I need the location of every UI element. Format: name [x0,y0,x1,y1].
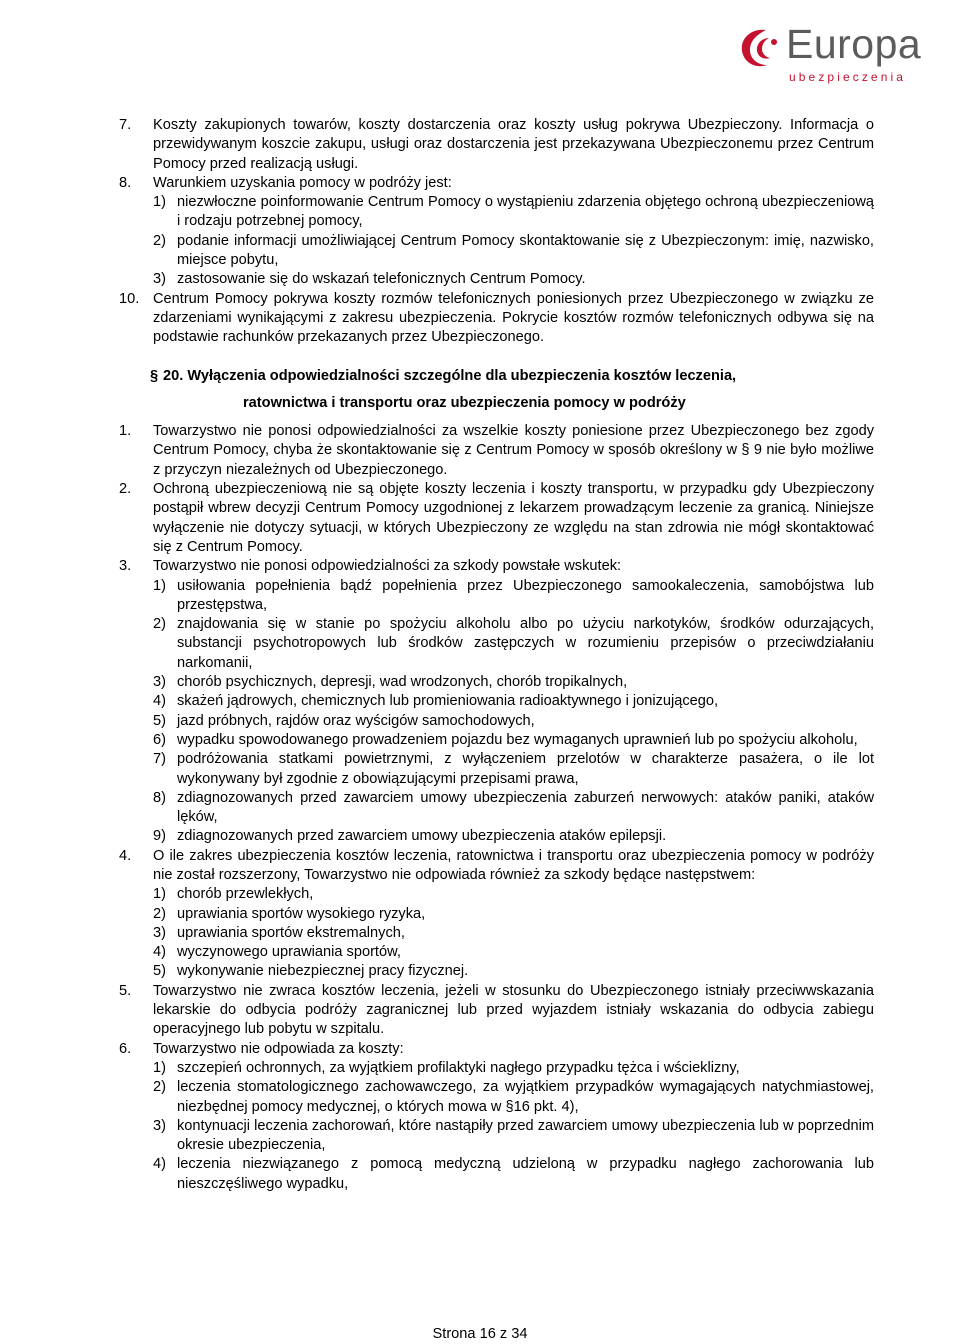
item-text: Centrum Pomocy pokrywa koszty rozmów telefonicznych poniesionych przez Ubezpieczonego w związku ze zdarzeniami wynikającymi z zakresu ubezpieczenia. Pokrycie kosztów rozmów telefonicznych odbywa się na podstawie rachunków przekazanych przez Ubezpieczonego. [153,290,874,346]
sub-item [153,615,874,673]
sub-item-number: 2) [153,232,166,249]
sub-item-number: 3) [153,924,166,941]
numbered-item [0,1040,874,1194]
item-number: 6. [119,1040,132,1057]
item-number: 1. [119,423,132,440]
sub-item [153,750,874,789]
sub-item-number: 5) [153,963,166,980]
item-text: Towarzystwo nie ponosi odpowiedzialności za szkody powstałe wskutek: [153,558,622,575]
section-20-items [0,422,960,1194]
sub-item-text: wykonywanie niebezpiecznej pracy fizycznej. [177,963,469,980]
sub-item-number: 4) [153,1156,166,1173]
sub-item [153,692,874,711]
section-heading-line1: § 20. Wyłączenia odpowiedzialności szczególne dla ubezpieczenia kosztów leczenia, [0,367,960,386]
numbered-item [0,480,874,557]
item-text: Towarzystwo nie zwraca kosztów leczenia, jeżeli w stosunku do Ubezpieczonego istniały przeciwwskazania lekarskie do odbycia podróży zagranicznej lub przed wyjazdem istniały wskazania do odbycia zabiegu operacyjnego lub pobytu w szpitalu. [153,982,874,1038]
sub-item-text: zastosowanie się do wskazań telefonicznych Centrum Pomocy. [177,271,586,288]
europa-logo [736,21,950,86]
sub-item-number: 3) [153,1117,166,1134]
sub-item [153,885,874,904]
sub-item-text: wypadku spowodowanego prowadzeniem pojazdu bez wymaganych uprawnień lub po spożyciu alkoholu, [177,731,858,748]
sub-item-text: leczenia niezwiązanego z pomocą medyczną udzieloną w przypadku nagłego zachorowania lub nieszczęśliwego wypadku, [177,1156,874,1192]
page-footer: Strona 16 z 34 [432,1326,528,1342]
sub-item-number: 8) [153,789,166,806]
sub-item [153,943,874,962]
item-text: O ile zakres ubezpieczenia kosztów leczenia, ratownictwa i transportu oraz ubezpieczenia pomocy w podróży nie został rozszerzony, Towarzystwo nie odpowiada również za szkody będące następstwem: [153,847,874,883]
item-text: Towarzystwo nie odpowiada za koszty: [153,1040,404,1057]
sub-item [153,1117,874,1156]
sub-item-number: 1) [153,1059,166,1076]
sub-item-text: niezwłoczne poinformowanie Centrum Pomocy o wystąpieniu zdarzenia objętego ochroną ubezpieczeniową i rodzaju potrzebnej pomocy, [177,194,874,230]
sub-item-number: 4) [153,693,166,710]
item-text: Towarzystwo nie ponosi odpowiedzialności za wszelkie koszty poniesione przez Ubezpieczonego bez zgody Centrum Pomocy, chyba że skontaktowanie się z Centrum Pomocy w sposób określony w § 9 nie było możliwe z przyczyn niezależnych od Ubezpieczonego. [153,423,874,478]
sub-item [153,789,874,828]
item-number: 8. [119,174,132,191]
sub-item-text: jazd próbnych, rajdów oraz wyścigów samochodowych, [177,712,535,729]
sub-item-number: 3) [153,271,166,288]
sub-item [153,905,874,924]
sub-item-number: 2) [153,905,166,922]
numbered-item [0,982,874,1040]
sub-item [153,1078,874,1117]
sub-item [153,232,874,271]
sub-item-number: 2) [153,616,166,633]
sub-item-text: kontynuacji leczenia zachorowań, które nastąpiły przed zawarciem umowy ubezpieczenia lub w poprzednim okresie ubezpieczenia, [177,1117,874,1154]
sub-item-number: 1) [153,886,166,903]
item-number: 10. [119,290,140,307]
item-number: 2. [119,481,132,498]
sub-item-text: uprawiania sportów wysokiego ryzyka, [177,905,426,922]
numbered-item [0,422,874,480]
item-number: 4. [119,847,132,864]
sub-item-text: zdiagnozowanych przed zawarciem umowy ubezpieczenia ataków epilepsji. [177,828,667,845]
document-body [0,116,960,1194]
numbered-item [0,290,874,348]
numbered-item [0,116,874,174]
logo-wordmark: Europa [786,21,922,67]
sub-item-number: 5) [153,712,166,729]
sub-item-number: 9) [153,828,166,845]
logo-swoosh-icon [736,24,786,72]
sub-item-number: 1) [153,577,166,594]
item-text: Warunkiem uzyskania pomocy w podróży jest: [153,174,452,191]
sub-item-number: 4) [153,944,166,961]
sub-item [153,1155,874,1194]
section-top-items [0,116,960,348]
item-number: 5. [119,982,132,999]
sub-item-text: szczepień ochronnych, za wyjątkiem profilaktyki nagłego przypadku tężca i wścieklizny, [177,1059,740,1076]
sub-item-text: usiłowania popełnienia bądź popełnienia przez Ubezpieczonego samookaleczenia, samobójstwa lub przestępstwa, [177,577,874,613]
item-text: Koszty zakupionych towarów, koszty dostarczenia oraz koszty usług pokrywa Ubezpieczony. Informacja o przewidywanym koszcie zakupu, usługi oraz dostarczenia jest przekazywana Ubezpieczonemu przez Centrum Pomocy przed realizacją usługi. [153,117,874,172]
section-heading-line2: ratownictwa i transportu oraz ubezpieczenia pomocy w podróży [243,394,686,411]
sub-item-text: chorób psychicznych, depresji, wad wrodzonych, chorób tropikalnych, [177,674,628,691]
sub-item-text: podróżowania statkami powietrznymi, z wyłączeniem przelotów w charakterze pasażera, o ile lot wykonywany był zgodnie z obowiązującymi przepisami prawa, [177,751,874,787]
sub-item [153,924,874,943]
sub-item-number: 3) [153,674,166,691]
item-number: 7. [119,117,132,133]
sub-item-text: chorób przewlekłych, [177,886,314,903]
sub-item-text: wyczynowego uprawiania sportów, [177,944,401,961]
item-number: 3. [119,558,132,575]
sub-item [153,962,874,981]
numbered-item [0,847,874,982]
item-text: Ochroną ubezpieczeniową nie są objęte koszty leczenia i koszty transportu, w przypadku gdy Ubezpieczony postąpił wbrew decyzji Centrum Pomocy uzgodnionej z lekarzem prowadzącym leczenie za granicą. Niniejsze wyłączenie nie dotyczy sytuacji, w których Ubezpieczony ze względu na stan zdrowia nie mógł skontaktować się z Centrum Pomocy. [153,481,874,555]
sub-item-text: skażeń jądrowych, chemicznych lub promieniowania radioaktywnego i jonizującego, [177,693,719,710]
sub-item-number: 2) [153,1079,166,1096]
sub-item-text: uprawiania sportów ekstremalnych, [177,924,405,941]
sub-item-text: znajdowania się w stanie po spożyciu alkoholu albo po użyciu narkotyków, środków odurzających, substancji psychotropowych lub środków zastępczych w rozumieniu przepisów o przeciwdziałaniu narkomanii, [177,616,874,671]
sub-item-number: 7) [153,751,166,768]
sub-item-text: leczenia stomatologicznego zachowawczego, za wyjątkiem przypadków wymagających natychmiastowej, niezbędnej pomocy medycznej, o których mowa w §16 pkt. 4), [177,1079,874,1115]
sub-item-number: 1) [153,194,166,211]
paragraph-symbol: § [150,367,159,384]
sub-item [153,577,874,616]
sub-item [153,827,874,846]
sub-item-number: 6) [153,731,166,748]
sub-item-text: podanie informacji umożliwiającej Centrum Pomocy skontaktowanie się z Ubezpieczonym: imię, nazwisko, miejsce pobytu, [177,232,874,269]
sub-item-text: zdiagnozowanych przed zawarciem umowy ubezpieczenia zaburzeń nerwowych: ataków paniki, ataków lęków, [177,789,874,826]
sub-item [153,193,874,232]
sub-item [153,731,874,750]
sub-item [153,673,874,692]
numbered-item [0,557,874,846]
logo-subtitle: ubezpieczenia [789,70,907,84]
numbered-item [0,174,874,290]
sub-item [153,270,874,289]
sub-item [153,712,874,731]
sub-item [153,1059,874,1078]
